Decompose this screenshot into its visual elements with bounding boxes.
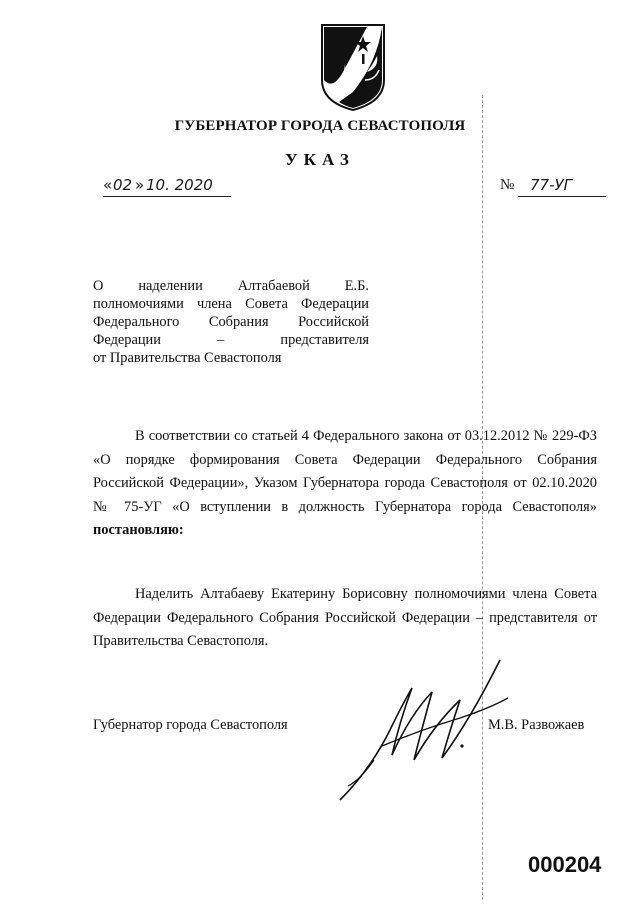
subject-line: Федерации – представителя	[93, 332, 369, 348]
preamble-text: В соответствии со статьей 4 Федерального закона от 03.12.2012 № 229-ФЗ «О порядке формирования Совета Федерации Федерального Собрания Российской Федерации», Указом Губернатора города Севастополя от 02.10.2020 № 75-УГ «О вступлении в должность Губернатора города Севастополя»	[93, 428, 597, 515]
subject-line: Федерального Собрания Российской	[93, 314, 369, 330]
preamble-paragraph	[93, 425, 597, 543]
date-close-quote: »	[135, 176, 145, 194]
operative-paragraph: Наделить Алтабаеву Екатерину Борисовну полномочиями члена Совета Федерации Федерального Собрания Российской Федерации – представителя от Правительства Севастополя.	[93, 586, 597, 649]
number-value: 77-УГ	[530, 176, 572, 194]
signatory-position: Губернатор города Севастополя	[93, 717, 288, 733]
subject-line: О наделении Алтабаевой Е.Б.	[93, 278, 369, 294]
date-open-quote: «	[103, 176, 113, 194]
date-month-year: 10. 2020	[146, 176, 213, 194]
document-serial-number: 000204	[528, 852, 602, 877]
subject-line: от Правительства Севастополя	[93, 350, 282, 366]
handwritten-signature	[330, 620, 530, 810]
sevastopol-coat-of-arms-icon	[319, 22, 387, 112]
document-type-title: УКАЗ	[285, 150, 355, 169]
number-label: №	[500, 177, 515, 193]
decree-subject	[93, 277, 369, 367]
resolve-word: постановляю:	[93, 522, 184, 538]
issuing-authority: ГУБЕРНАТОР ГОРОДА СЕВАСТОПОЛЯ	[174, 118, 466, 134]
date-underline	[103, 196, 231, 197]
number-underline	[518, 196, 606, 197]
signatory-name: М.В. Развожаев	[488, 717, 585, 733]
date-day: 02	[113, 176, 133, 194]
subject-line: полномочиями члена Совета Федерации	[93, 296, 369, 312]
